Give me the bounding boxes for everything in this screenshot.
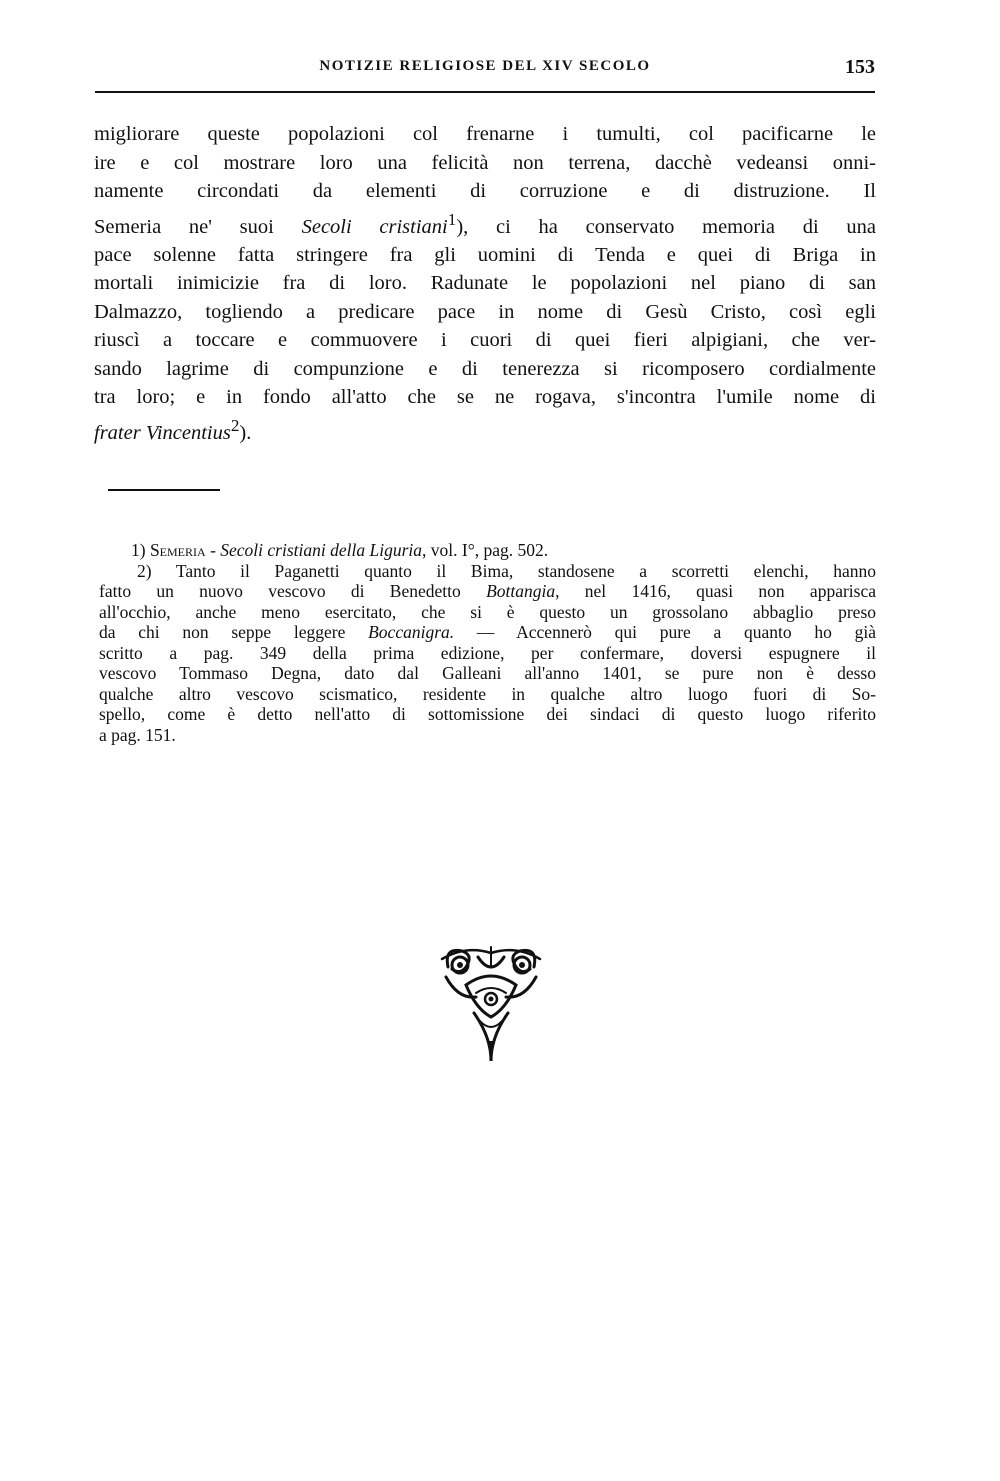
body-line: pace solenne fatta stringere fra gli uomini di Tenda e quei di Briga in xyxy=(94,243,876,266)
body-line: Semeria ne' suoi Secoli cristiani$^1$), ci ha conservato memoria di una xyxy=(94,209,876,238)
running-title: NOTIZIE RELIGIOSE DEL XIV SECOLO xyxy=(319,58,651,74)
body-line: sando lagrime di compunzione e di tenerezza si ricomposero cordialmente xyxy=(94,357,876,380)
footnotes xyxy=(99,540,877,745)
body-line: migliorare queste popolazioni col frenarne i tumulti, col pacificarne le xyxy=(94,123,876,145)
main-paragraph xyxy=(94,120,876,447)
book-title: Secoli cristiani xyxy=(301,215,448,238)
footnote-ref: 2 xyxy=(230,415,240,435)
fleuron-ornament-icon xyxy=(436,937,546,1063)
footnote-ref: 1 xyxy=(447,209,457,229)
body-line: tra loro; e in fondo all'atto che se ne rogava, s'incontra l'umile nome di xyxy=(94,386,876,409)
body-line: Dalmazzo, togliendo a predicare pace in nome di Gesù Cristo, così egli xyxy=(94,300,876,323)
footnote-rule xyxy=(108,489,220,491)
footnote-2-line: scritto a pag. 349 della prima edizione, per confermare, doversi espugnere il xyxy=(99,642,876,663)
footnote-2-line: fatto un nuovo vescovo di Benedetto Bottangia, nel 1416, quasi non apparisca xyxy=(99,581,877,601)
name-frater-vincentius: frater Vincentius xyxy=(94,421,231,444)
footnote-2-line: all'occhio, anche meno esercitato, che si è questo un grossolano abbaglio preso xyxy=(99,601,876,622)
body-line: riuscì a toccare e commuovere i cuori di quei fieri alpigiani, che ver- xyxy=(94,329,876,352)
header-rule xyxy=(95,91,875,93)
footnote-2-line: a pag. 151. xyxy=(99,724,176,745)
footnote-2-line: qualche altro vescovo scismatico, residente in qualche altro luogo fuori di So- xyxy=(99,683,876,704)
body-line: mortali inimicizie fra di loro. Radunate le popolazioni nel piano di san xyxy=(94,272,876,295)
page-header xyxy=(95,58,875,82)
footnote-1: 1) Semeria - Secoli cristiani della Liguria, vol. I°, pag. 502. xyxy=(131,540,549,560)
footnote-2-line: 2) Tanto il Paganetti quanto il Bima, standosene a scorretti elenchi, hanno xyxy=(137,560,876,581)
body-line: frater Vincentius$^2$). xyxy=(94,415,252,444)
footnote-2-line: da chi non seppe leggere Boccanigra. — Accennerò qui pure a quanto ho già xyxy=(99,622,876,642)
footnote-2-line: spello, come è detto nell'atto di sottomissione dei sindaci di questo luogo riferito xyxy=(99,704,876,724)
page-number: 153 xyxy=(845,56,875,78)
footnote-2-line: vescovo Tommaso Degna, dato dal Galleani all'anno 1401, se pure non è desso xyxy=(99,663,876,683)
body-line: namente circondati da elementi di corruzione e di distruzione. Il xyxy=(94,180,876,202)
body-line: ire e col mostrare loro una felicità non terrena, dacchè vedeansi onni- xyxy=(94,151,876,174)
